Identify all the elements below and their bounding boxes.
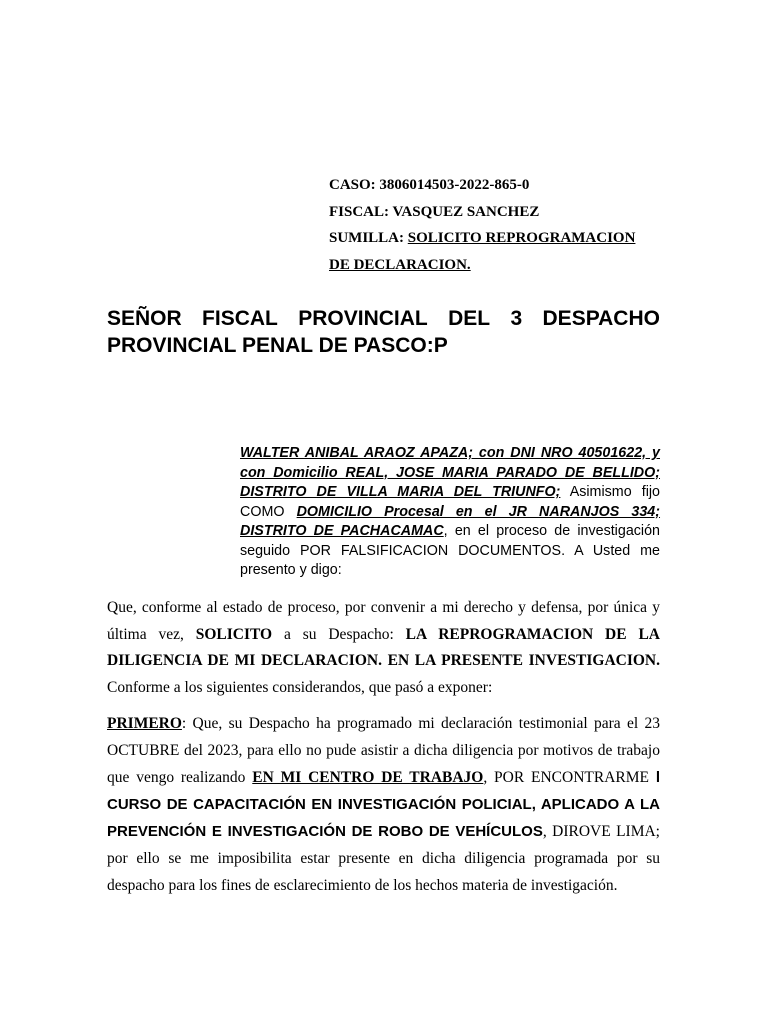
summary-text-1: SOLICITO REPROGRAMACION <box>407 230 636 246</box>
primero-text: : Que, su Despacho ha programado mi declaración testimonial para el 23 OCTUBRE del 2023, para ello no pude asistir a dicha diligencia por motivos de trabajo que vengo realizando <box>107 715 660 786</box>
prosecutor-label: FISCAL: <box>329 203 390 220</box>
primero-label: PRIMERO <box>107 715 182 732</box>
summary-line-2 <box>329 252 689 279</box>
petitioner-paragraph <box>240 444 660 581</box>
addressee-word: FISCAL <box>202 307 278 330</box>
summary-label: SUMILLA: <box>329 230 405 246</box>
addressee-word: SEÑOR <box>107 307 182 330</box>
intro-text: Conforme a los siguientes considerandos, que pasó a exponer: <box>107 678 493 696</box>
petitioner-closing: . A Usted me presento y digo: <box>240 542 660 578</box>
petitioner-identity: WALTER ANIBAL ARAOZ APAZA; con DNI NRO 40501622, y con Domicilio REAL, JOSE MARIA PARADO DE BELLIDO; DISTRITO DE VILLA MARIA DEL TRIUNFO; <box>240 445 660 500</box>
addressee-word: 3 <box>510 307 523 330</box>
work-center: EN MI CENTRO DE TRABAJO <box>252 769 484 786</box>
primero-paragraph <box>107 710 660 899</box>
addressee-word: DESPACHO <box>542 307 660 330</box>
solicito-keyword: SOLICITO <box>195 625 273 643</box>
addressee-word: DEL <box>448 307 491 330</box>
summary-line <box>329 225 689 252</box>
addressee-word: PROVINCIAL <box>298 307 428 330</box>
case-number-line <box>329 172 689 199</box>
procedural-domicile: DOMICILIO Procesal en el JR NARANJOS 334; DISTRITO DE PACHACAMAC <box>240 503 661 539</box>
addressee-line-1 <box>107 305 660 332</box>
intro-paragraph <box>107 595 660 701</box>
training-course: l CURSO DE CAPACITACIÓN EN INVESTIGACIÓN POLICIAL, APLICADO A LA PREVENCIÓN E INVESTIGACIÓN DE ROBO DE VEHÍCULOS <box>107 769 660 840</box>
intro-text: Que, conforme al estado de proceso, por convenir a mi derecho y defensa, por única y última vez, <box>107 599 660 643</box>
primero-text: , DIROVE LIMA; por ello se me imposibilita estar presente en dicha diligencia programada por su despacho para los fines de esclarecimiento de los hechos materia de investigación. <box>107 823 660 894</box>
prosecutor-line <box>329 199 689 226</box>
case-label: CASO: <box>329 177 376 193</box>
request-text: LA REPROGRAMACION DE LA DILIGENCIA DE MI DECLARACION. EN LA PRESENTE INVESTIGACION. <box>107 625 660 669</box>
petitioner-text: Asimismo fijo COMO <box>240 484 660 520</box>
petitioner-text: , en el proceso de investigación seguido POR FALSIFICACION DOCUMENTOS <box>240 523 660 559</box>
primero-text: , POR ENCONTRARME <box>483 769 656 786</box>
summary-text-2: DE DECLARACION. <box>329 256 471 273</box>
prosecutor-name: VASQUEZ SANCHEZ <box>392 203 540 220</box>
case-header <box>329 172 689 278</box>
addressee-line-2: PROVINCIAL PENAL DE PASCO:P <box>107 334 448 357</box>
intro-text: a su Despacho: <box>272 625 406 643</box>
addressee-heading <box>107 305 660 359</box>
case-number: 3806014503-2022-865-0 <box>379 177 530 193</box>
